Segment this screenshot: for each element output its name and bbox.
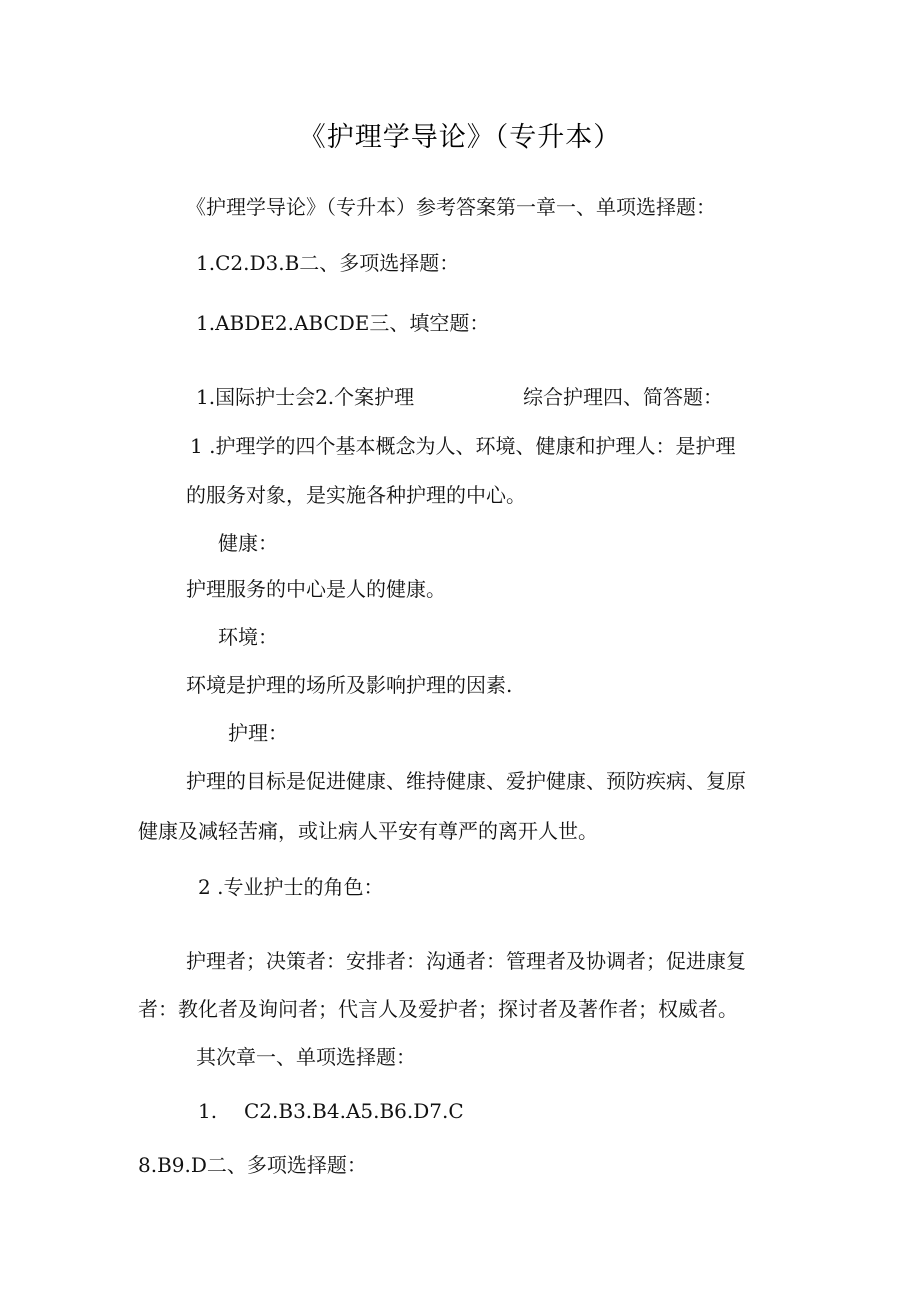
text-segment: C2.B3.B4.A5.B6.D7.C <box>244 1099 464 1123</box>
text-segment: 综合护理四、简答题： <box>523 385 723 409</box>
text-line: 其次章一、单项选择题： <box>196 1045 416 1069</box>
text-line-row <box>198 1098 464 1124</box>
text-line: 《护理学导论》（专升本）参考答案第一章一、单项选择题： <box>186 195 716 219</box>
text-line: 1 .护理学的四个基本概念为人、环境、健康和护理人：是护理 <box>190 434 736 458</box>
text-line: 2 .专业护士的角色： <box>198 875 384 899</box>
text-line: 者：教化者及询问者；代言人及爱护者；探讨者及著作者；权威者。 <box>138 997 738 1021</box>
text-line: 环境是护理的场所及影响护理的因素. <box>186 673 513 697</box>
text-line: 健康： <box>218 531 278 555</box>
text-segment: 1.国际护士会2.个案护理 <box>196 385 415 409</box>
text-line: 护理的目标是促进健康、维持健康、爱护健康、预防疾病、复原 <box>186 769 746 793</box>
text-line: 护理服务的中心是人的健康。 <box>186 577 446 601</box>
text-line: 护理者；决策者：安排者：沟通者：管理者及协调者；促进康复 <box>186 949 746 973</box>
document-title: 《护理学导论》（专升本） <box>298 122 622 153</box>
text-line: 护理： <box>228 721 288 745</box>
text-line: 8.B9.D二、多项选择题： <box>138 1153 367 1177</box>
text-line-row <box>196 384 756 410</box>
text-line: 的服务对象，是实施各种护理的中心。 <box>186 483 526 507</box>
text-line: 环境： <box>218 625 278 649</box>
text-line: 1.ABDE2.ABCDE三、填空题： <box>196 311 490 335</box>
text-segment: 1. <box>198 1099 218 1123</box>
text-line: 1.C2.D3.B二、多项选择题： <box>196 251 460 275</box>
text-line: 健康及减轻苦痛，或让病人平安有尊严的离开人世。 <box>138 819 598 843</box>
